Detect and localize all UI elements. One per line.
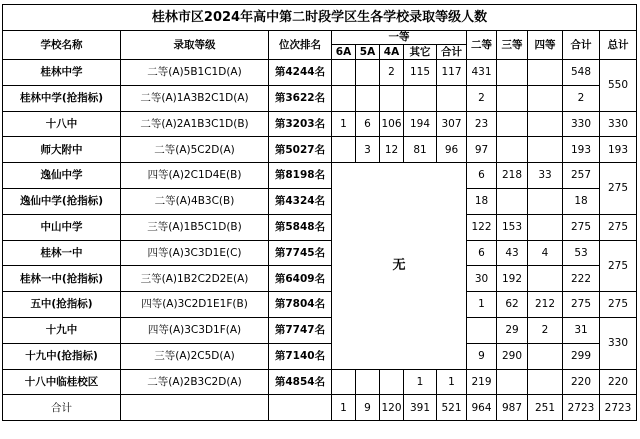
rank: 第7804名 bbox=[269, 292, 332, 318]
count-4a bbox=[380, 369, 404, 395]
no-first-class-cell: 无 bbox=[332, 163, 467, 369]
count-4a: 12 bbox=[380, 137, 404, 163]
table-row bbox=[3, 111, 637, 137]
totals-label: 合计 bbox=[3, 395, 121, 421]
table-row bbox=[3, 163, 637, 189]
count-fourth bbox=[528, 60, 563, 86]
count-5a bbox=[356, 85, 380, 111]
header-4a: 4A bbox=[380, 45, 404, 60]
table-row bbox=[3, 317, 637, 343]
count-third: 218 bbox=[497, 163, 528, 189]
header-5a: 5A bbox=[356, 45, 380, 60]
admission-level: 二等(A)5B1C1D(A) bbox=[121, 60, 269, 86]
count-fourth bbox=[528, 111, 563, 137]
count-subtotal: 222 bbox=[563, 266, 600, 292]
count-third: 192 bbox=[497, 266, 528, 292]
count-second bbox=[467, 317, 497, 343]
count-sum1: 307 bbox=[437, 111, 467, 137]
school-name: 十八中临桂校区 bbox=[3, 369, 121, 395]
total-fourth: 251 bbox=[528, 395, 563, 421]
school-name: 桂林中学(抢指标) bbox=[3, 85, 121, 111]
count-fourth bbox=[528, 343, 563, 369]
rank: 第3203名 bbox=[269, 111, 332, 137]
count-6a: 1 bbox=[332, 111, 356, 137]
rank: 第7747名 bbox=[269, 317, 332, 343]
table-row bbox=[3, 369, 637, 395]
count-6a bbox=[332, 137, 356, 163]
table-row bbox=[3, 214, 637, 240]
count-fourth: 4 bbox=[528, 240, 563, 266]
admission-level: 四等(A)3C3D1E(C) bbox=[121, 240, 269, 266]
table-row bbox=[3, 292, 637, 318]
count-third bbox=[497, 85, 528, 111]
count-subtotal: 2 bbox=[563, 85, 600, 111]
count-6a bbox=[332, 369, 356, 395]
rank: 第7140名 bbox=[269, 343, 332, 369]
rank: 第8198名 bbox=[269, 163, 332, 189]
header-6a: 6A bbox=[332, 45, 356, 60]
rank: 第4854名 bbox=[269, 369, 332, 395]
total-subtotal: 2723 bbox=[563, 395, 600, 421]
school-name: 十九中(抢指标) bbox=[3, 343, 121, 369]
grand-total: 330 bbox=[600, 317, 637, 369]
count-fourth bbox=[528, 85, 563, 111]
count-fourth: 2 bbox=[528, 317, 563, 343]
count-second: 6 bbox=[467, 240, 497, 266]
count-subtotal: 330 bbox=[563, 111, 600, 137]
totals-row bbox=[3, 395, 637, 421]
grand-total: 275 bbox=[600, 163, 637, 215]
count-third bbox=[497, 188, 528, 214]
count-fourth bbox=[528, 369, 563, 395]
count-sum1: 96 bbox=[437, 137, 467, 163]
count-second: 431 bbox=[467, 60, 497, 86]
count-6a bbox=[332, 85, 356, 111]
admission-level: 三等(A)2C5D(A) bbox=[121, 343, 269, 369]
school-name: 中山中学 bbox=[3, 214, 121, 240]
count-second: 219 bbox=[467, 369, 497, 395]
table-row bbox=[3, 266, 637, 292]
total-other: 391 bbox=[404, 395, 437, 421]
admission-level: 三等(A)1B5C1D(B) bbox=[121, 214, 269, 240]
grand-total: 550 bbox=[600, 60, 637, 112]
count-subtotal: 299 bbox=[563, 343, 600, 369]
count-4a: 2 bbox=[380, 60, 404, 86]
count-third: 153 bbox=[497, 214, 528, 240]
grand-total: 275 bbox=[600, 240, 637, 292]
count-subtotal: 275 bbox=[563, 214, 600, 240]
count-4a: 106 bbox=[380, 111, 404, 137]
count-other: 81 bbox=[404, 137, 437, 163]
header-subtotal: 合计 bbox=[563, 31, 600, 60]
rank: 第5027名 bbox=[269, 137, 332, 163]
admission-level: 二等(A)4B3C(B) bbox=[121, 188, 269, 214]
rank: 第4324名 bbox=[269, 188, 332, 214]
school-name: 逸仙中学 bbox=[3, 163, 121, 189]
totals-level-empty bbox=[121, 395, 269, 421]
school-name: 逸仙中学(抢指标) bbox=[3, 188, 121, 214]
school-name: 桂林一中 bbox=[3, 240, 121, 266]
rank: 第3622名 bbox=[269, 85, 332, 111]
header-school: 学校名称 bbox=[3, 31, 121, 60]
header-other: 其它 bbox=[404, 45, 437, 60]
count-6a bbox=[332, 60, 356, 86]
count-third bbox=[497, 137, 528, 163]
header-second: 二等 bbox=[467, 31, 497, 60]
count-second: 6 bbox=[467, 163, 497, 189]
count-other: 1 bbox=[404, 369, 437, 395]
rank: 第4244名 bbox=[269, 60, 332, 86]
count-subtotal: 31 bbox=[563, 317, 600, 343]
admission-level: 二等(A)5C2D(A) bbox=[121, 137, 269, 163]
totals-rank-empty bbox=[269, 395, 332, 421]
count-subtotal: 548 bbox=[563, 60, 600, 86]
count-subtotal: 18 bbox=[563, 188, 600, 214]
count-subtotal: 53 bbox=[563, 240, 600, 266]
school-name: 十九中 bbox=[3, 317, 121, 343]
count-sum1 bbox=[437, 85, 467, 111]
header-total: 总计 bbox=[600, 31, 637, 60]
admission-level: 四等(A)3C2D1E1F(B) bbox=[121, 292, 269, 318]
count-other: 115 bbox=[404, 60, 437, 86]
table-row bbox=[3, 240, 637, 266]
grand-total: 193 bbox=[600, 137, 637, 163]
header-row-1 bbox=[3, 31, 637, 45]
school-name: 师大附中 bbox=[3, 137, 121, 163]
count-other bbox=[404, 85, 437, 111]
count-5a bbox=[356, 60, 380, 86]
count-4a bbox=[380, 85, 404, 111]
header-third: 三等 bbox=[497, 31, 528, 60]
count-fourth bbox=[528, 137, 563, 163]
total-4a: 120 bbox=[380, 395, 404, 421]
count-subtotal: 275 bbox=[563, 292, 600, 318]
count-second: 23 bbox=[467, 111, 497, 137]
rank: 第7745名 bbox=[269, 240, 332, 266]
total-second: 964 bbox=[467, 395, 497, 421]
admission-level: 二等(A)2B3C2D(A) bbox=[121, 369, 269, 395]
school-name: 十八中 bbox=[3, 111, 121, 137]
school-name: 桂林中学 bbox=[3, 60, 121, 86]
count-third bbox=[497, 60, 528, 86]
table-row bbox=[3, 60, 637, 86]
count-third bbox=[497, 111, 528, 137]
count-fourth: 212 bbox=[528, 292, 563, 318]
admission-level: 四等(A)3C3D1F(A) bbox=[121, 317, 269, 343]
total-third: 987 bbox=[497, 395, 528, 421]
total-5a: 9 bbox=[356, 395, 380, 421]
table-row bbox=[3, 85, 637, 111]
admission-table bbox=[2, 4, 637, 421]
count-5a: 6 bbox=[356, 111, 380, 137]
count-sum1: 1 bbox=[437, 369, 467, 395]
count-third bbox=[497, 369, 528, 395]
count-other: 194 bbox=[404, 111, 437, 137]
count-second: 1 bbox=[467, 292, 497, 318]
admission-level: 四等(A)2C1D4E(B) bbox=[121, 163, 269, 189]
count-subtotal: 257 bbox=[563, 163, 600, 189]
count-second: 9 bbox=[467, 343, 497, 369]
count-fourth bbox=[528, 214, 563, 240]
total-6a: 1 bbox=[332, 395, 356, 421]
count-third: 62 bbox=[497, 292, 528, 318]
rank: 第6409名 bbox=[269, 266, 332, 292]
count-third: 29 bbox=[497, 317, 528, 343]
table-title: 桂林市区2024年高中第二时段学区生各学校录取等级人数 bbox=[3, 5, 637, 31]
count-5a bbox=[356, 369, 380, 395]
admission-level: 二等(A)1A3B2C1D(A) bbox=[121, 85, 269, 111]
count-second: 18 bbox=[467, 188, 497, 214]
count-fourth bbox=[528, 188, 563, 214]
count-second: 2 bbox=[467, 85, 497, 111]
school-name: 桂林一中(抢指标) bbox=[3, 266, 121, 292]
admission-level: 三等(A)1B2C2D2E(A) bbox=[121, 266, 269, 292]
count-subtotal: 220 bbox=[563, 369, 600, 395]
total-sum1: 521 bbox=[437, 395, 467, 421]
header-first-class: 一等 bbox=[332, 31, 467, 45]
grand-total: 275 bbox=[600, 214, 637, 240]
count-third: 290 bbox=[497, 343, 528, 369]
count-third: 43 bbox=[497, 240, 528, 266]
grand-total: 330 bbox=[600, 111, 637, 137]
grand-total: 220 bbox=[600, 369, 637, 395]
count-fourth: 33 bbox=[528, 163, 563, 189]
header-fourth: 四等 bbox=[528, 31, 563, 60]
table-row bbox=[3, 188, 637, 214]
count-second: 30 bbox=[467, 266, 497, 292]
header-level: 录取等级 bbox=[121, 31, 269, 60]
table-row bbox=[3, 137, 637, 163]
count-5a: 3 bbox=[356, 137, 380, 163]
school-name: 五中(抢指标) bbox=[3, 292, 121, 318]
count-sum1: 117 bbox=[437, 60, 467, 86]
rank: 第5848名 bbox=[269, 214, 332, 240]
count-subtotal: 193 bbox=[563, 137, 600, 163]
total-grand: 2723 bbox=[600, 395, 637, 421]
table-row bbox=[3, 343, 637, 369]
header-sum1: 合计 bbox=[437, 45, 467, 60]
grand-total: 275 bbox=[600, 292, 637, 318]
count-second: 122 bbox=[467, 214, 497, 240]
count-second: 97 bbox=[467, 137, 497, 163]
admission-level: 二等(A)2A1B3C1D(B) bbox=[121, 111, 269, 137]
count-fourth bbox=[528, 266, 563, 292]
header-rank: 位次排名 bbox=[269, 31, 332, 60]
